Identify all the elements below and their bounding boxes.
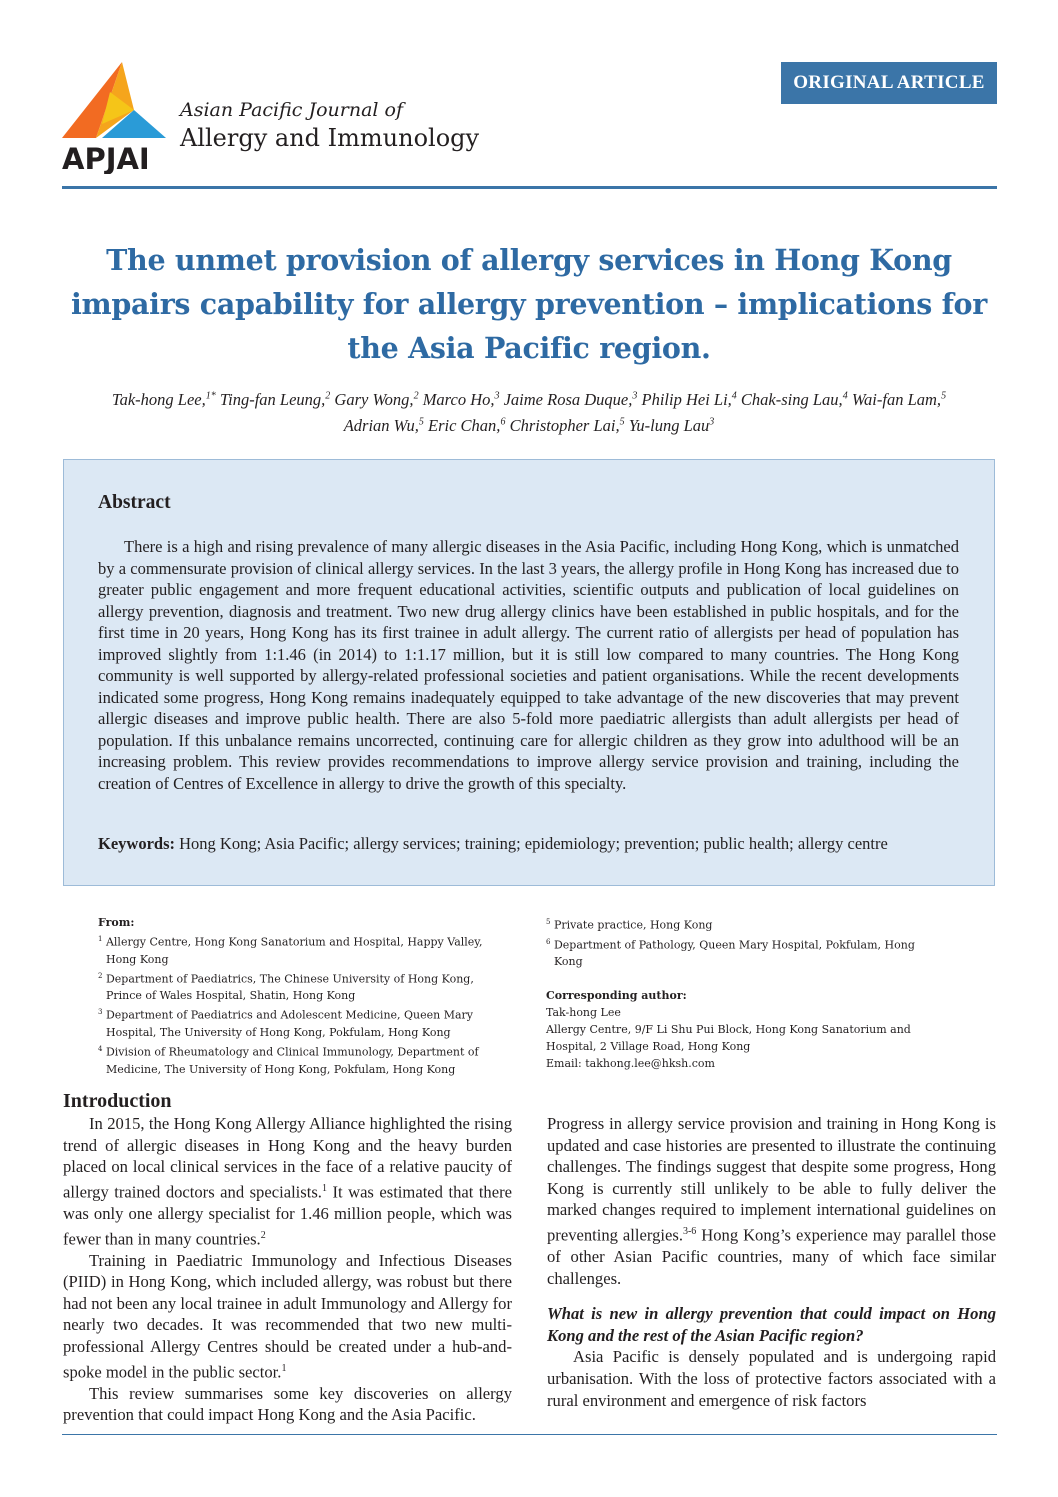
author-line-1 xyxy=(70,384,988,411)
section-subheading: What is new in allergy prevention that could impact on Hong Kong and the rest of the Asian Pacific region? xyxy=(547,1304,996,1345)
corresponding-author-email: Email: takhong.lee@hksh.com xyxy=(546,1057,715,1071)
affiliation: $^5$ Private practice, Hong Kong xyxy=(546,918,713,932)
title-line: the Asia Pacific region. xyxy=(347,331,711,365)
body-column-right xyxy=(547,1113,996,1411)
affiliation: $^3$ Department of Paediatrics and Adolescent Medicine, Queen Mary Hospital, The University of Hong Kong, Pokfulam, Hong Kong xyxy=(98,1008,474,1039)
author: Eric Chan,$^6$ xyxy=(423,416,506,435)
abstract-text: There is a high and rising prevalence of many allergic diseases in the Asia Pacific, including Hong Kong, which is unmatched by a commensurate provision of clinical allergy services. In the last 3 years, the allergy profile in Hong Kong has increased due to greater public engagement and more frequent educational activities, scientific outputs and publication of local guidelines on allergy prevention, diagnosis and treatment. Two new drug allergy clinics have been established in public hospitals, and for the first time in 20 years, Hong Kong has its first trainee in adult allergy. The current ratio of allergists per head of population has improved slightly from 1:1.46 (in 2014) to 1:1.17 million, but it is still low compared to many countries. The Hong Kong community is well supported by allergy-related professional societies and patient organisations. While the recent developments indicated some progress, Hong Kong remains inadequately equipped to take advantage of the new discoveries that may prevent allergic diseases and improve public health. There are also 5-fold more paediatric allergists than adult allergists per head of population. If this unbalance remains uncorrected, continuing care for allergic children as they grow into adulthood will be an increasing problem. This review provides recommendations to improve allergy service provision and training, including the creation of Centres of Excellence in allergy to drive the growth of this specialty. xyxy=(98,537,959,793)
abstract-heading: Abstract xyxy=(98,492,171,513)
author: Wai-fan Lam,$^5$ xyxy=(847,389,947,409)
affiliation: $^2$ Department of Paediatrics, The Chinese University of Hong Kong, Prince of Wales Hospital, Shatin, Hong Kong xyxy=(98,971,474,1003)
introduction-heading: Introduction xyxy=(63,1090,172,1112)
logo-text: APJAI xyxy=(62,142,150,174)
affiliations-left xyxy=(98,914,498,1078)
from-label: From: xyxy=(98,916,135,929)
author: Chak-sing Lau,$^4$ xyxy=(736,389,848,409)
author-line-2 xyxy=(70,411,988,438)
keywords xyxy=(98,834,959,854)
apjai-logo xyxy=(62,62,166,174)
body-paragraph: Progress in allergy service provision and training in Hong Kong is updated and case histories are presented to illustrate the continuing challenges. The findings suggest that despite some progress, Hong Kong is currently still unlikely to be able to fully deliver the marked changes required to implement international guidelines on preventing allergies.$^{3-6}$ Hong Kong’s experience may parallel those of other Asian Pacific countries, many of which face similar challenges. xyxy=(547,1114,996,1288)
affiliation: $^4$ Division of Rheumatology and Clinical Immunology, Department of Medicine, The University of Hong Kong, Pokfulam, Hong Kong xyxy=(98,1044,479,1076)
corresponding-author-name: Tak-hong Lee xyxy=(546,1006,621,1020)
author-list xyxy=(70,384,988,437)
body-paragraph: This review summarises some key discoveries on allergy prevention that could impact Hong Kong and the Asia Pacific. xyxy=(63,1383,512,1425)
article-type-badge: ORIGINAL ARTICLE xyxy=(781,62,997,104)
author: Marco Ho,$^3$ xyxy=(418,389,500,409)
body-paragraph: Asia Pacific is densely populated and is undergoing rapid urbanisation. With the loss of protective factors associated with a rural environment and emergence of risk factors xyxy=(547,1347,996,1410)
journal-name-line2: Allergy and Immunology xyxy=(180,124,480,152)
author: Jaime Rosa Duque,$^3$ xyxy=(499,389,638,409)
author: Gary Wong,$^2$ xyxy=(330,389,419,409)
affiliations-right xyxy=(546,914,946,1072)
author: Adrian Wu,$^5$ xyxy=(343,416,424,435)
corresponding-author-label: Corresponding author: xyxy=(546,989,687,1003)
title-line: impairs capability for allergy prevention – implications for xyxy=(70,287,987,321)
header-divider xyxy=(62,186,997,189)
author: Ting-fan Leung,$^2$ xyxy=(215,389,331,409)
title-line: The unmet provision of allergy services in Hong Kong xyxy=(106,243,952,277)
author: Christopher Lai,$^5$ xyxy=(505,416,625,435)
body-column-left xyxy=(63,1113,512,1426)
corresponding-author-address: Allergy Centre, 9/F Li Shu Pui Block, Hong Kong Sanatorium and Hospital, 2 Village Road, Hong Kong xyxy=(546,1023,911,1054)
body-paragraph: In 2015, the Hong Kong Allergy Alliance highlighted the rising trend of allergic diseases in Hong Kong and the heavy burden placed on local clinical services in the face of a relative paucity of allergy trained doctors and specialists.$^1$ It was estimated that there was only one allergy specialist for 1.46 million people, which was fewer than in many countries.$^2$ xyxy=(63,1114,512,1249)
footer-divider xyxy=(62,1434,997,1435)
affiliation: $^6$ Department of Pathology, Queen Mary Hospital, Pokfulam, Hong Kong xyxy=(546,937,915,969)
keywords-label: Keywords: xyxy=(98,834,175,853)
journal-name-line1: Asian Pacific Journal of xyxy=(180,99,404,121)
keywords-list: Hong Kong; Asia Pacific; allergy services; training; epidemiology; prevention; public health; allergy centre xyxy=(175,834,888,853)
author: Philip Hei Li,$^4$ xyxy=(637,389,737,409)
article-title xyxy=(70,238,988,370)
author: Yu-lung Lau$^3$ xyxy=(624,416,715,435)
body-paragraph: Training in Paediatric Immunology and Infectious Diseases (PIID) in Hong Kong, which included allergy, was robust but there had not been any local trainee in adult Immunology and Allergy for nearly two decades. It was recommended that two new multi-professional Allergy Centres should be created under a hub-and-spoke model in the public sector.$^1$ xyxy=(63,1250,512,1382)
affiliation: $^1$ Allergy Centre, Hong Kong Sanatorium and Hospital, Happy Valley, Hong Kong xyxy=(98,935,483,966)
author: Tak-hong Lee,$^{1*}$ xyxy=(111,389,216,409)
